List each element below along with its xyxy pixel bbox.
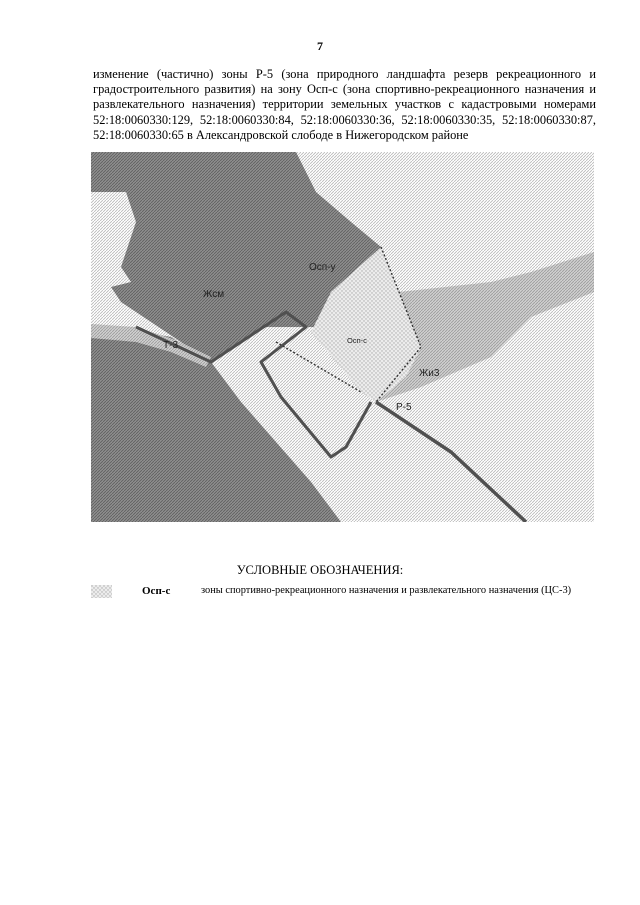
legend-item (91, 584, 611, 600)
legend-description: зоны спортивно-рекреационного назначения и развлекательного назначения (ЦС-3) (201, 585, 572, 596)
label-osp-u: Осп-у (309, 262, 336, 273)
page-number: 7 (317, 39, 323, 53)
legend-title: УСЛОВНЫЕ ОБОЗНАЧЕНИЯ: (236, 563, 404, 577)
intro-paragraph: изменение (частично) зоны Р-5 (зона природного ландшафта резерв рекреационного и градостроительного развития) на зону Осп-с (зона спортивно-рекреационного назначения и развлекательного назначения) территории земельных участков с кадастровыми номерами 52:18:0060330:129, 52:18:0060330:84, 52:18:0060330:36, 52:18:0060330:35, 52:18:0060330:87, 52:18:0060330:65 в Александровской слободе в Нижегородском районе (93, 67, 596, 142)
legend-swatch-icon (91, 585, 112, 598)
label-zhsm: Жсм (203, 289, 225, 300)
label-r5: Р-5 (396, 402, 412, 413)
label-zhi3: Жи3 (419, 368, 440, 379)
legend-code: Осп-с (142, 585, 171, 597)
label-osp-s: Осп-с (347, 336, 367, 345)
zoning-map (91, 152, 594, 522)
label-t3: Т-3 (163, 340, 178, 351)
